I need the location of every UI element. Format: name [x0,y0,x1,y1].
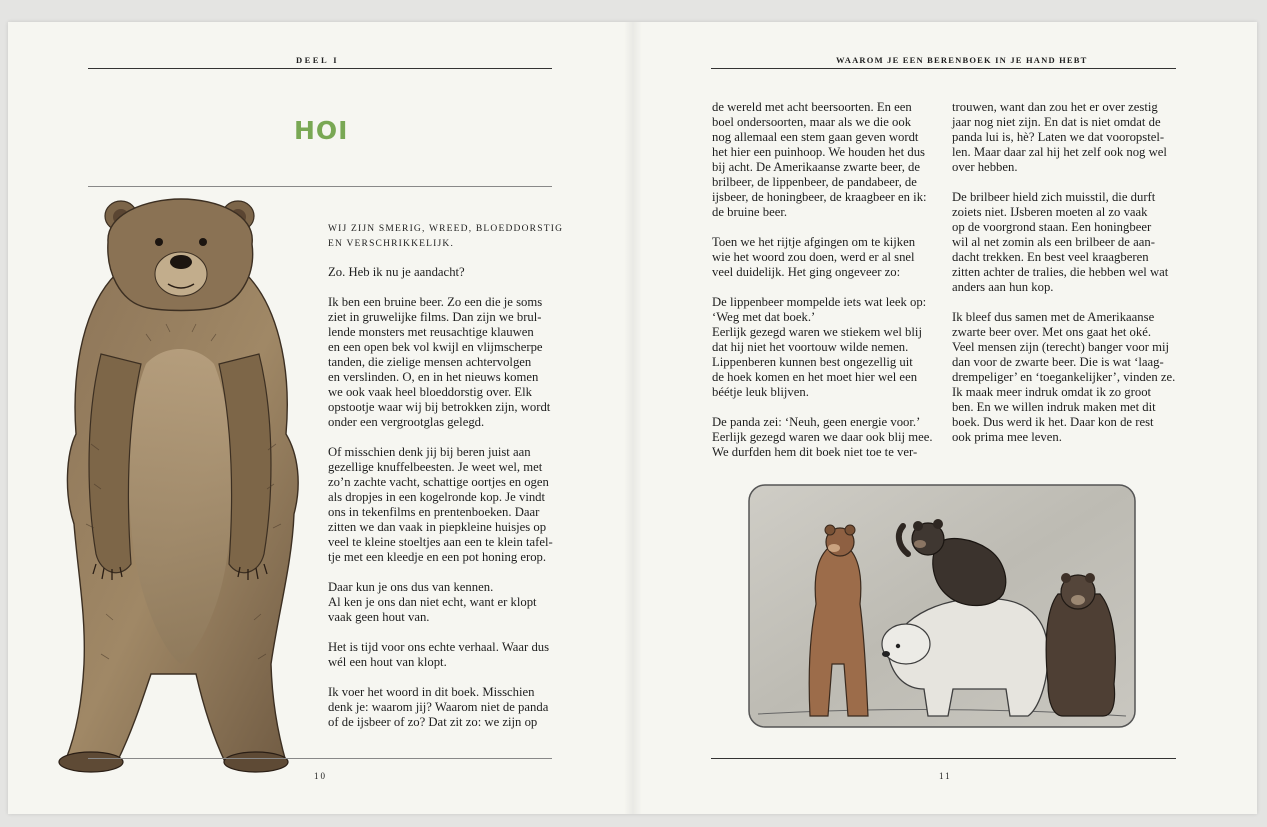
right-running-head: WAAROM JE EEN BERENBOEK IN JE HAND HEBT [836,55,1088,65]
left-page-number: 10 [314,771,327,781]
left-paragraph-6: Ik voer het woord in dit boek. Misschien denk je: waarom jij? Waarom niet de panda of de ijsbeer of zo? Dat zit zo: we zijn op [328,685,549,729]
standing-brown-bear-illustration [46,194,308,774]
book-spread [8,22,1257,814]
chapter-lead: WIJ ZIJN SMERIG, WREED, BLOEDDORSTIG EN VERSCHRIKKELIJK. [328,224,564,249]
right-col2-paragraph-3: Ik bleef dus samen met de Amerikaanse zwarte beer over. Met ons gaat het oké. Veel mensen zijn (terecht) banger voor mij dan voor de zwarte beer. Die is wat ‘laag- drempeliger’ en ‘toegankelijker’, vinden ze. Ik maak meer indruk omdat ik zo groot ben. En we willen indruk maken met dit boek. Dus werd ik het. Daar kon de rest ook prima mee leven. [952,310,1176,444]
right-col1-paragraph-1: de wereld met acht beersoorten. En een boel ondersoorten, maar als we die ook nog allemaal een stem gaan geven wordt het hier een puinhoop. We houden het dus bij acht. De Amerikaanse zwarte beer, de brilbeer, de lippenbeer, de pandabeer, de ijsbeer, de honingbeer, de kraagbeer en ik: de bruine beer. [712,100,927,219]
chapter-title: HOI [294,116,349,145]
left-footer-rule [88,758,552,759]
left-paragraph-3: Of misschien denk jij bij beren juist aan gezellige knuffelbeesten. Je weet wel, met zo’n zachte vacht, schattige oortjes en ogen als dropjes in een kogelronde kop. Je vindt ons in tekenfilms en prentenboeken. Daar zitten we dan vaak in piepkleine huisjes op veel te kleine stoeltjes aan een te klein tafel- tje met een kleedje en een pot honing erop. [328,445,553,564]
left-paragraph-2: Ik ben een bruine beer. Zo een die je soms ziet in gruwelijke films. Dan zijn we brul- lende monsters met reusachtige klauwen en een open bek vol kwijl en vlijmscherpe tanden, die zielige mensen achtervolgen en verslinden. O, en in het nieuws komen we ook vaak heel bloeddorstig over. Elk opstootje waar wij bij betrokken zijn, wordt onder een vergrootglas gelegd. [328,295,551,429]
right-col1-paragraph-3: De lippenbeer mompelde iets wat leek op: ‘Weg met dat boek.’ Eerlijk gezegd waren we stiekem wel blij dat hij niet het voortouw wilde nemen. Lippenberen kunnen best ongezellig uit de hoek komen en het moet hier wel een béétje leuk blijven. [712,295,927,399]
right-col1-paragraph-4: De panda zei: ‘Neuh, geen energie voor.’ Eerlijk gezegd waren we daar ook blij mee. We durfden hem dit boek niet toe te ver- [712,415,933,459]
left-header-rule [88,68,552,69]
four-bears-illustration [748,484,1136,728]
left-paragraph-4: Daar kun je ons dus van kennen. Al ken je ons dan niet echt, want er klopt vaak geen hout van. [328,580,537,624]
left-paragraph-5: Het is tijd voor ons echte verhaal. Waar dus wél een hout van klopt. [328,640,550,669]
right-col2-paragraph-2: De brilbeer hield zich muisstil, die durft zoiets niet. IJsberen moeten al zo vaak op de voorgrond staan. Een honingbeer wil al net zomin als een brilbeer de aan- dacht trekken. En best veel kraagberen zitten achter de tralies, die hebben wel wat anders aan hun kop. [952,190,1169,294]
left-paragraph-1: Zo. Heb ik nu je aandacht? [328,265,465,279]
right-footer-rule [711,758,1176,759]
right-col1-paragraph-2: Toen we het rijtje afgingen om te kijken wie het woord zou doen, werd er al snel veel duidelijk. Het ging ongeveer zo: [712,235,916,279]
right-col2-paragraph-1: trouwen, want dan zou het er over zestig jaar nog niet zijn. En dat is niet omdat de panda lui is, hè? Laten we dat vooropstel- len. Maar daar zal hij het zelf ook nog wel over hebben. [952,100,1167,174]
right-header-rule [711,68,1176,69]
left-running-head: DEEL I [296,55,340,65]
right-page-number: 11 [939,771,952,781]
title-rule [88,186,552,187]
left-page [8,22,632,814]
